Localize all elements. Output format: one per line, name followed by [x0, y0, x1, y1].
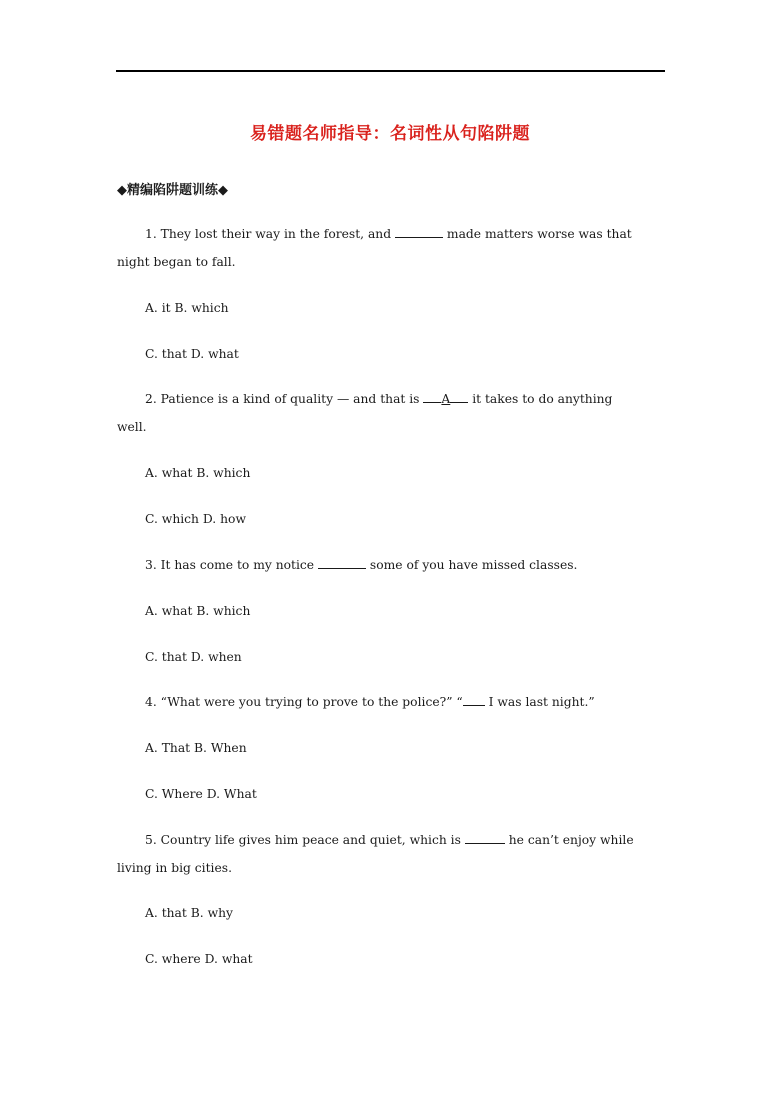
top-rule — [116, 70, 665, 72]
answer-blank — [450, 390, 468, 403]
question-1-options-cd: C. that D. what — [145, 347, 239, 361]
section-heading: ◆精编陷阱题训练◆ — [117, 183, 228, 198]
question-4-line-1: 4. “What were you trying to prove to the police?” “ I was last night.” — [145, 695, 595, 709]
question-2-options-cd: C. which D. how — [145, 512, 246, 526]
answer-blank — [423, 390, 441, 403]
question-1-line-2: night began to fall. — [117, 255, 236, 269]
page-title: 易错题名师指导：名词性从句陷阱题 — [250, 124, 530, 144]
question-5-options-cd: C. where D. what — [145, 952, 253, 966]
question-4-options-cd: C. Where D. What — [145, 787, 257, 801]
question-2-line-2: well. — [117, 420, 147, 434]
answer-blank — [463, 693, 485, 706]
question-5-line-2: living in big cities. — [117, 861, 232, 875]
question-5-line-1: 5. Country life gives him peace and quiet, which is he can’t enjoy while — [145, 833, 634, 847]
question-1-line-1: 1. They lost their way in the forest, and made matters worse was that — [145, 227, 632, 241]
question-5-options-ab: A. that B. why — [145, 906, 233, 920]
answer-blank — [465, 831, 505, 844]
question-4-options-ab: A. That B. When — [145, 741, 247, 755]
answer-blank — [395, 225, 443, 238]
question-1-options-ab: A. it B. which — [145, 301, 229, 315]
answer-blank — [318, 556, 366, 569]
question-3-options-cd: C. that D. when — [145, 650, 242, 664]
question-3-line-1: 3. It has come to my notice some of you have missed classes. — [145, 558, 578, 572]
answer-text: A — [441, 392, 451, 406]
question-2-line-1: 2. Patience is a kind of quality — and that is A it takes to do anything — [145, 392, 613, 406]
question-2-options-ab: A. what B. which — [145, 466, 251, 480]
question-3-options-ab: A. what B. which — [145, 604, 251, 618]
